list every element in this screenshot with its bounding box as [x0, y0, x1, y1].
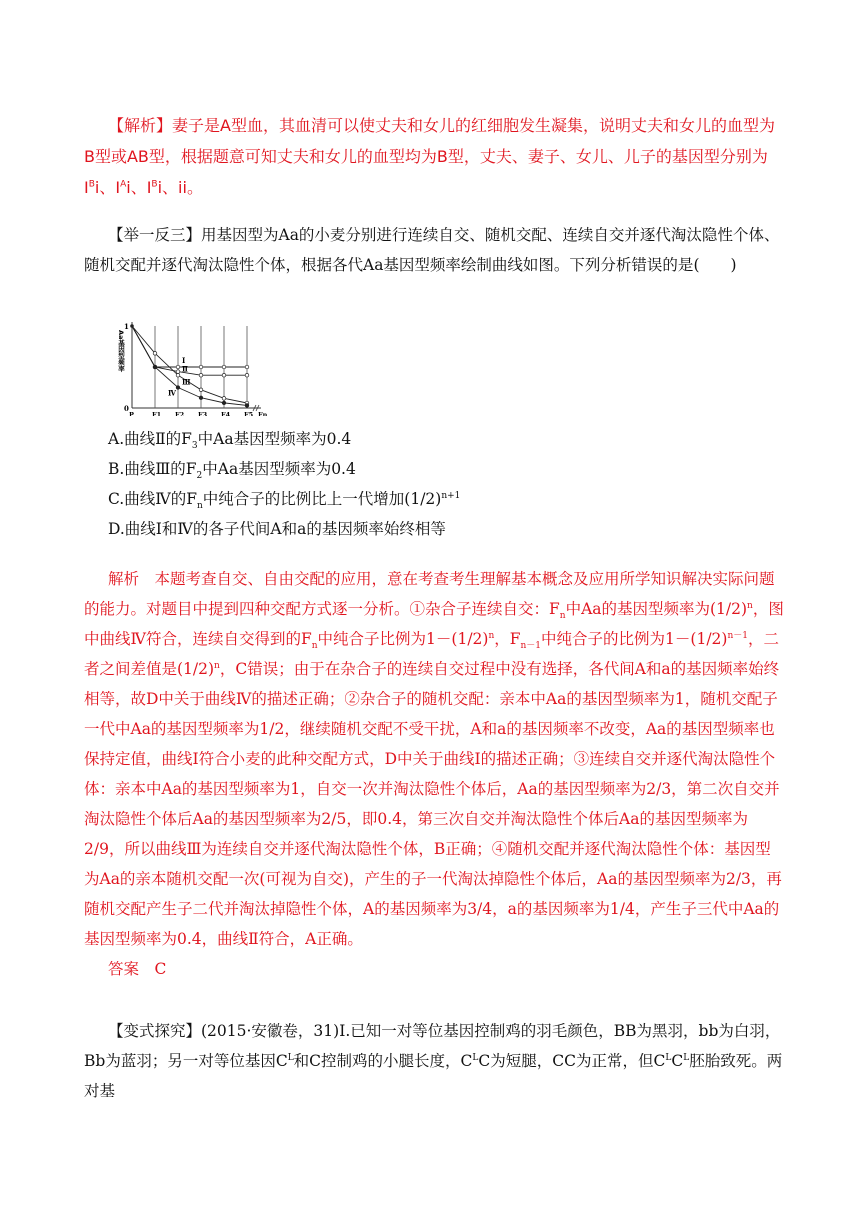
x-tick-label: F5 — [244, 411, 254, 416]
x-tick-label: P — [129, 411, 134, 416]
explanation-text: 解析 本题考查自交、自由交配的应用，意在考查考生理解基本概念及应用所学知识解决实际问题的能力。对题目中提到四种交配方式逐一分析。①杂合子连续自交：$F_n$中Aa的基因型频率为$(1/2)^n$，图中曲线Ⅳ符合，连续自交得到的$F_n$中纯合子比例为$1-(1/2)^n$，$F_{n-1}$中纯合子的比例为$1-(1/2)^{n-1}$，二者之间差值是$(1/2)^n$，C错误；由于在杂合子的连续自交过程中没有选择，各代间A和a的基因频率始终相等，故D中关于曲线Ⅳ的描述正确；②杂合子的随机交配：亲本中Aa的基因型频率为1，随机交配子一代中Aa的基因型频率为1/2，继续随机交配不受干扰，A和a的基因频率不改变，Aa的基因型频率也保持定值，曲线Ⅰ符合小麦的此种交配方式，D中关于曲线Ⅰ的描述正确；③连续自交并逐代淘汰隐性个体：亲本中Aa的基因型频率为1，自交一次并淘汰隐性个体后，Aa的基因型频率为2/3，第二次自交并淘汰隐性个体后Aa的基因型频率为2/5，即0.4，第三次自交并淘汰隐性个体后Aa的基因型频率为2/9，所以曲线Ⅲ为连续自交并逐代淘汰隐性个体，B正确；④随机交配并逐代淘汰隐性个体：基因型为Aa的亲本随机交配一次(可视为自交)，产生的子一代淘汰掉隐性个体后，Aa的基因型频率为2/3，再随机交配产生子二代并淘汰掉隐性个体，A的基因频率为3/4，a的基因频率为1/4，产生子三代中Aa的基因型频率为0.4，曲线Ⅱ符合，A正确。 — [84, 570, 784, 948]
x-tick-label: F4 — [221, 411, 231, 416]
explanation-block — [84, 564, 784, 984]
option-b: B.曲线Ⅲ的$F_2$中Aa基因型频率为0.4 — [108, 460, 356, 482]
variant-text: 【变式探究】(2015·安徽卷，31)Ⅰ.已知一对等位基因控制鸡的羽毛颜色，BB为黑羽，bb为白羽，Bb为蓝羽；另一对等位基因$C^L$和C控制鸡的小腿长度，$C^LC$为短腿，CC为正常，但$C^LC^L$胚胎致死。两对基 — [84, 1022, 783, 1100]
series-label: Ⅱ — [182, 364, 188, 374]
x-tick-label: F3 — [198, 411, 208, 416]
series-line — [132, 326, 247, 405]
question-text: 【举一反三】用基因型为Aa的小麦分别进行连续自交、随机交配、连续自交并逐代淘汰隐性个体、随机交配并逐代淘汰隐性个体，根据各代Aa基因型频率绘制曲线如图。下列分析错误的是( ) — [84, 226, 780, 274]
option-a: A.曲线Ⅱ的$F_3$中Aa基因型频率为0.4 — [108, 430, 352, 452]
series-label: Ⅰ — [182, 356, 186, 365]
data-point — [222, 373, 226, 377]
x-tick-label: F1 — [152, 411, 162, 416]
data-point — [222, 365, 226, 369]
data-point — [199, 373, 203, 377]
analysis-paragraph — [84, 110, 784, 203]
data-point — [222, 401, 226, 405]
y-tick-label: 0 — [124, 404, 129, 413]
data-point — [176, 373, 180, 377]
data-point — [153, 365, 157, 369]
data-point — [222, 397, 226, 401]
data-point — [199, 365, 203, 369]
series-line — [132, 326, 247, 375]
data-point — [131, 325, 134, 328]
data-point — [176, 386, 180, 390]
answer-text: 答案 C — [108, 960, 167, 978]
series-line — [132, 326, 247, 403]
series-label: Ⅳ — [168, 388, 176, 398]
data-point — [245, 373, 249, 377]
data-point — [153, 352, 157, 356]
genotype-frequency-chart — [112, 316, 292, 416]
variant-paragraph — [84, 1016, 784, 1106]
y-tick-label: 1 — [124, 322, 129, 331]
options-list — [84, 424, 784, 544]
question-paragraph — [84, 220, 784, 280]
series-label: Ⅲ — [182, 377, 191, 387]
analysis-text: 【解析】妻子是A型血，其血清可以使丈夫和女儿的红细胞发生凝集，说明丈夫和女儿的血型为B型或AB型，根据题意可知丈夫和女儿的血型均为B型，丈夫、妻子、女儿、儿子的基因型分别为$I^Bi$、$I^Ai$、$I^Bi$、ii。 — [84, 116, 775, 197]
option-c: C.曲线Ⅳ的$F_n$中纯合子的比例比上一代增加$(1/2)^{n+1}$ — [108, 490, 461, 512]
x-tick-label: Fn — [258, 411, 268, 416]
data-point — [199, 388, 203, 392]
y-axis-label: Aa基因型频率 — [117, 330, 125, 372]
x-tick-label: F2 — [175, 411, 185, 416]
data-point — [176, 370, 180, 374]
data-point — [199, 396, 203, 400]
data-point — [245, 404, 249, 408]
data-point — [176, 365, 180, 369]
data-point — [245, 365, 249, 369]
option-d: D.曲线Ⅰ和Ⅳ的各子代间A和a的基因频率始终相等 — [108, 520, 446, 538]
